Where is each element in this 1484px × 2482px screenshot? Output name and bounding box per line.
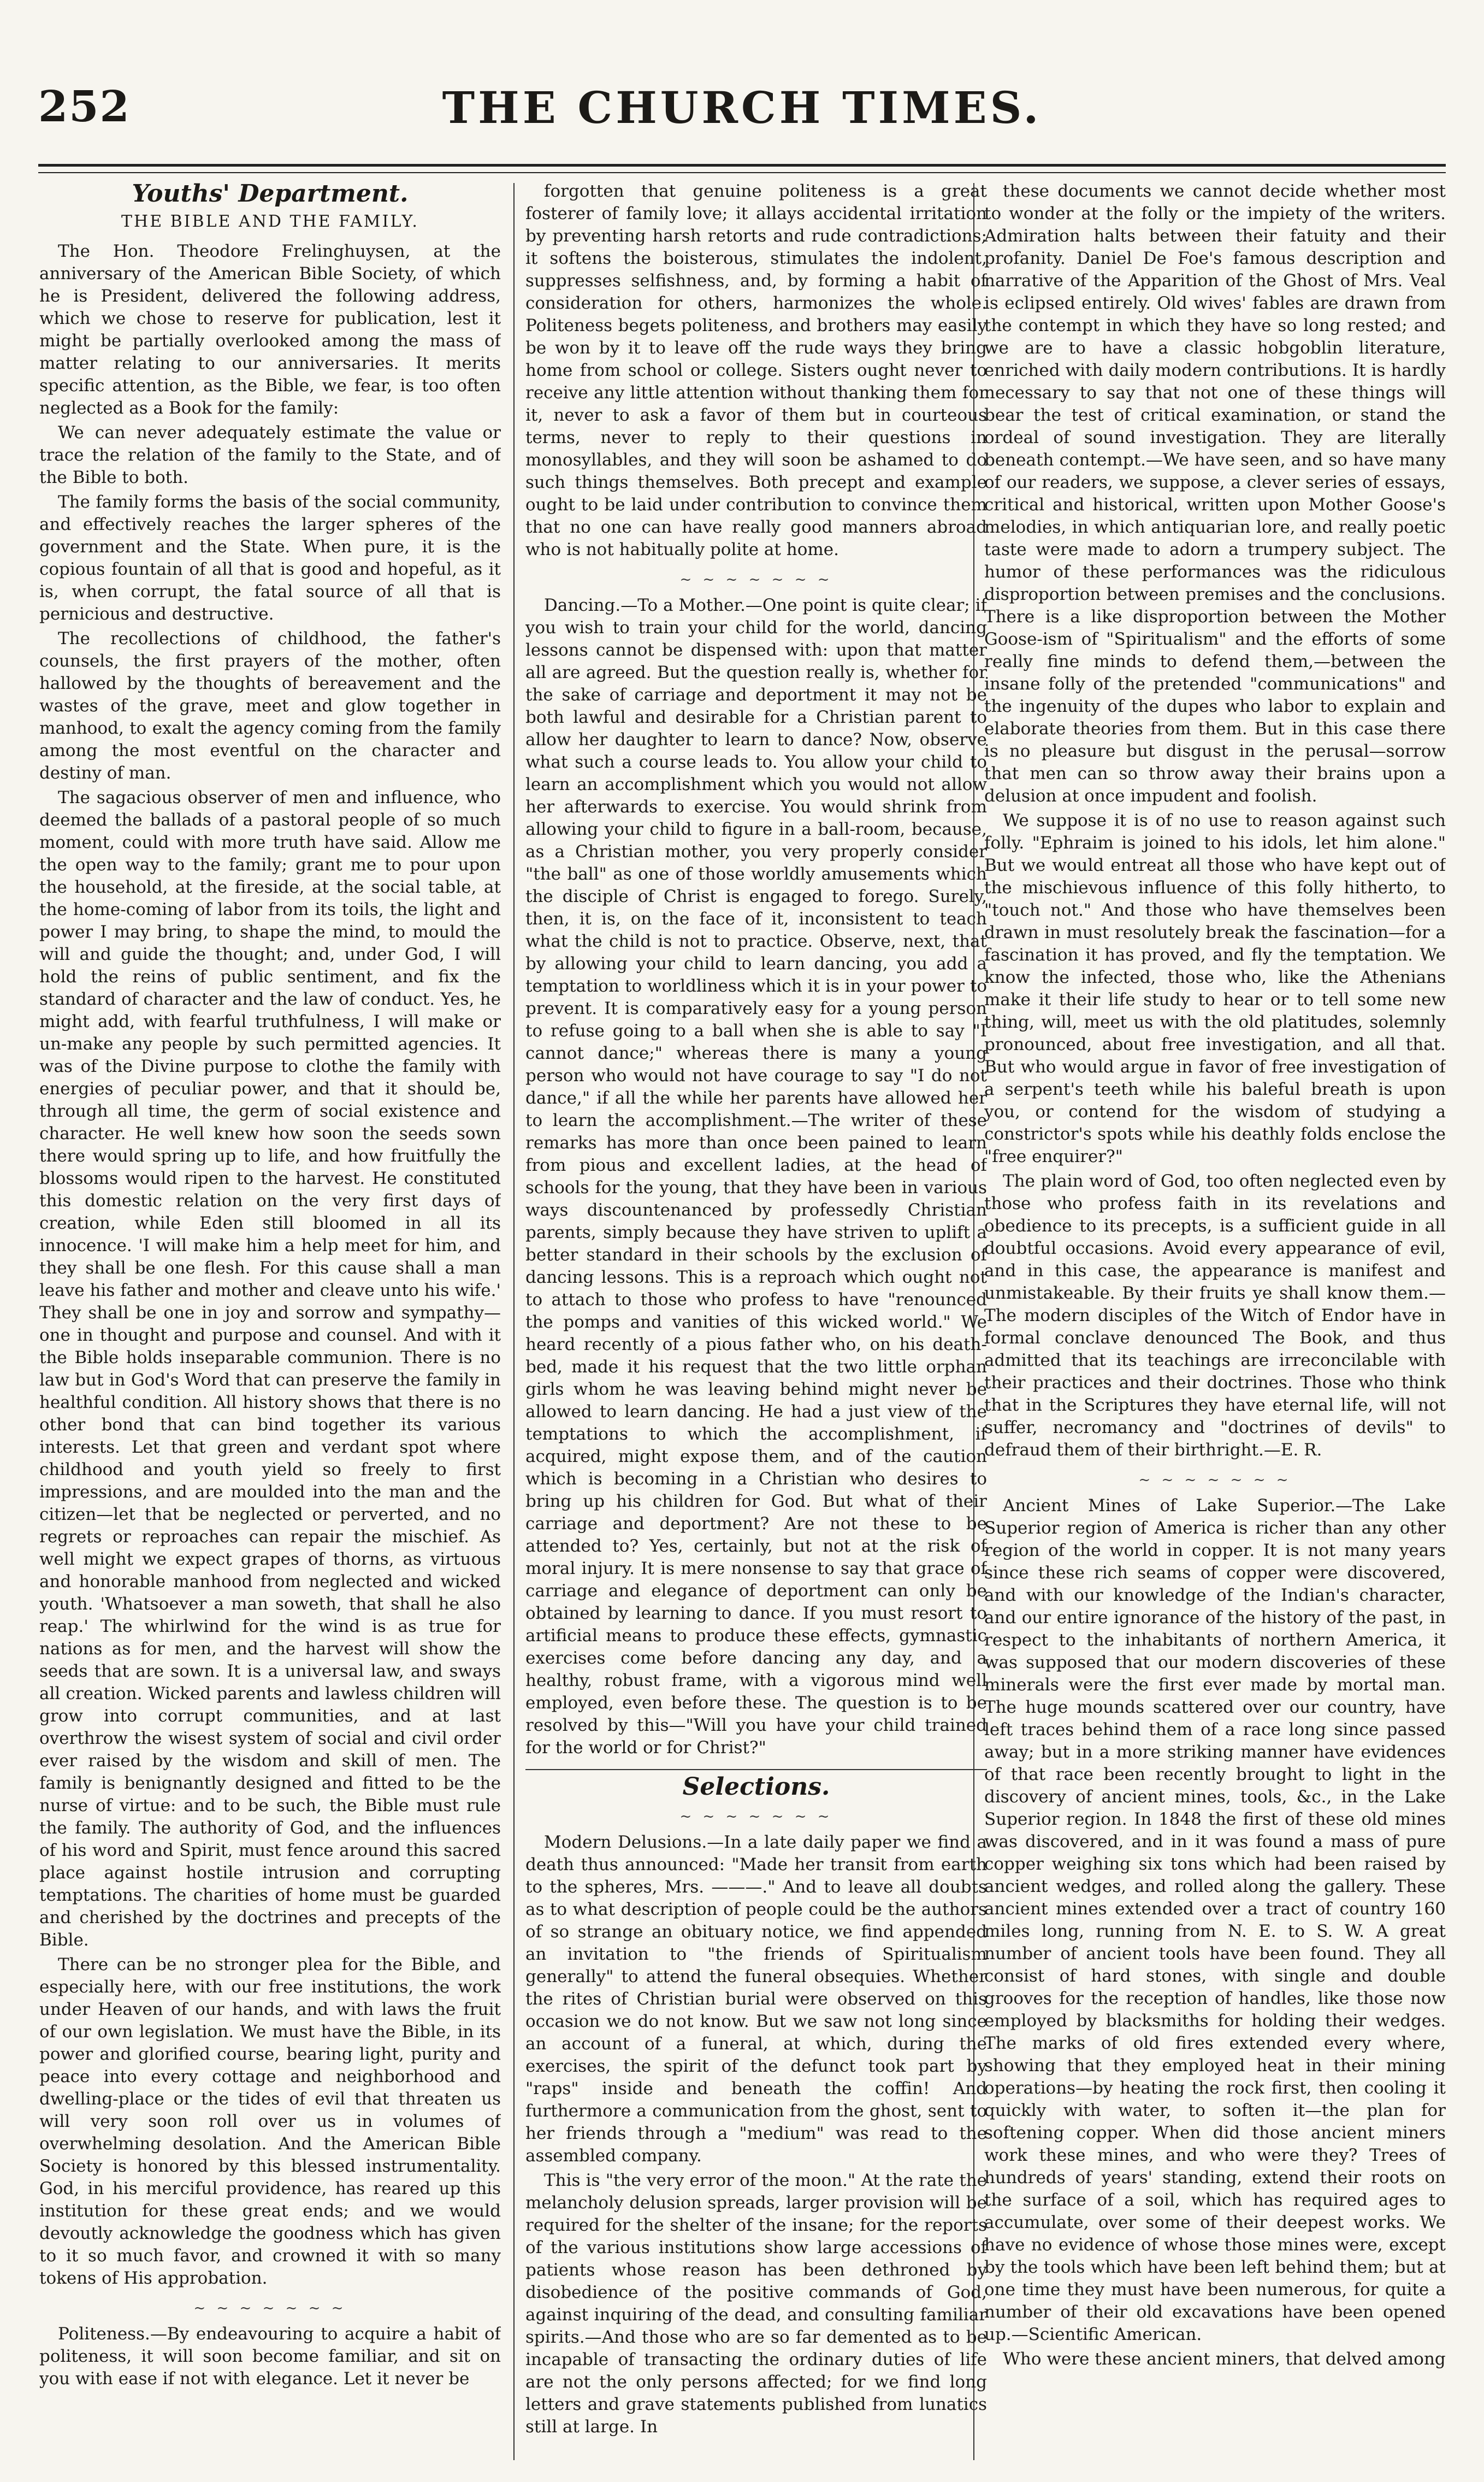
ornamental-divider: ~ ~ ~ ~ ~ ~ ~ [193, 2300, 347, 2316]
article-paragraph: forgotten that genuine politeness is a great fosterer of family love; it allays accidental irritation by preventing harsh retorts and rude contradictions; it softens the boisterous, stimulates the indolent, suppresses selfishness, and, by forming a habit of consideration for others, harmonizes the whole. Politeness begets politeness, and brothers may easily be won by it to leave off the rude ways they bring home from school or college. Sisters ought never to receive any little attention without thanking them for it, never to ask a favor of them but in courteous terms, never to reply to their questions in monosyllables, and they will soon be ashamed to do such things themselves. Both precept and example ought to be laid under contribution to convince them that no one can have really good manners abroad who is not habitually polite at home. [525, 181, 987, 559]
article-paragraph: these documents we cannot decide whether most to wonder at the folly or the impiety of the writers. Admiration halts between their fatuity and their profanity. Daniel De Foe's famous description and narrative of the Apparition of the Ghost of Mrs. Veal is eclipsed entirely. Old wives' fables are drawn from the contempt in which they have so long rested; and we are to have a classic hobgoblin literature, enriched with daily modern contributions. It is hardly necessary to say that not one of these things will bear the test of critical examination, or stand the ordeal of sound investigation. They are literally beneath contempt.—We have seen, and so have many of our readers, we suppose, a clever series of essays, critical and historical, written upon Mother Goose's melodies, in which antiquarian lore, and really poetic taste were made to adorn a trumpery subject. The humor of these performances was the ridiculous disproportion between premises and the conclusions. There is a like disproportion between the Mother Goose-ism of "Spiritualism" and the efforts of some really fine minds to defend them,—between the insane folly of the pretended "communications" and the ingenuity of the dupes who labor to explain and elaborate theories from them. But in this case there is no pleasure but disgust in the perusal—sorrow that men can so throw away their brains upon a delusion at once impudent and foolish. [984, 181, 1446, 806]
column-divider [513, 183, 515, 2460]
section-title-selections: Selections. [682, 1773, 830, 1801]
article-paragraph: Politeness.—By endeavouring to acquire a habit of politeness, it will soon become familiar, and sit on you with ease if not with elegance. Let it never be [39, 2324, 501, 2389]
article-paragraph: We suppose it is of no use to reason against such folly. "Ephraim is joined to his idols, let him alone." But we would entreat all those who have kept out of the mischievous influence of this folly hitherto, to "touch not." And those who have themselves been drawn in must resolutely break the fascination—for a fascination it has proved, and fly the temptation. We know the infected, those who, like the Athenians make it their life study to hear or to tell some new thing, will, meet us with the old platitudes, solemnly pronounced, about free investigation, and all that. But who would argue in favor of free investigation of a serpent's teeth while his baleful breath is upon you, or contend for the wisdom of studying a constrictor's spots while his deathly folds enclose the "free enquirer?" [984, 811, 1446, 1166]
article-subtitle: THE BIBLE AND THE FAMILY. [121, 212, 419, 231]
section-title-youths-department: Youths' Department. [132, 180, 409, 208]
article-paragraph: Dancing.—To a Mother.—One point is quite clear; if you wish to train your child for the world, dancing lessons cannot be dispensed with: upon that matter all are agreed. But the question really is, whether for the sake of carriage and deportment it may not be both lawful and desirable for a Christian parent to allow her daughter to learn to dance? Now, observe what such a course leads to. You allow your child to learn an accomplishment which you would not allow her afterwards to exercise. You would shrink from allowing your child to figure in a ball-room, because, as a Christian mother, you very properly consider "the ball" as one of those worldly amusements which the disciple of Christ is engaged to forego. Surely, then, it is, on the face of it, inconsistent to teach what the child is not to practice. Observe, next, that by allowing your child to learn dancing, you add a temptation to worldliness which it is in your power to prevent. It is comparatively easy for a young person to refuse going to a ball when she is able to say "I cannot dance;" whereas there is many a young person who would not have courage to say "I do not dance," if all the while her parents have allowed her to learn the accomplishment.—The writer of these remarks has more than once been pained to learn from pious and excellent ladies, at the head of schools for the young, that they have been in various ways discountenanced by professedly Christian parents, simply because they have striven to uplift a better standard in their schools by the exclusion of dancing lessons. This is a reproach which ought not to attach to those who profess to have "renounced the pomps and vanities of this wicked world." We heard recently of a pious father who, on his death-bed, made it his request that the two little orphan girls whom he was leaving behind might never be allowed to learn dancing. He had a just view of the temptations to which the accomplishment, if acquired, might expose them, and of the caution which is becoming in a Christian who desires to bring up his children for God. But what of their carriage and deportment? Are not these to be attended to? Yes, certainly, but not at the risk of moral injury. It is mere nonsense to say that grace of carriage and elegance of deportment can only be obtained by learning to dance. If you must resort to artificial means to produce these effects, gymnastic exercises come before dancing any day, and a healthy, robust frame, with a vigorous mind well employed, even before these. The question is to be resolved by this—"Will you have your child trained for the world or for Christ?" [525, 596, 987, 1758]
ornamental-divider: ~ ~ ~ ~ ~ ~ ~ [679, 571, 833, 588]
article-paragraph: Who were these ancient miners, that delved among [1003, 2349, 1446, 2369]
newspaper-title: THE CHURCH TIMES. [442, 82, 1042, 133]
masthead-rule [38, 164, 1446, 173]
article-paragraph: There can be no stronger plea for the Bible, and especially here, with our free institutions, the work under Heaven of our hands, and with laws the fruit of our own legislation. We must have the Bible, in its power and glorified course, bearing light, purity and peace into every cottage and neighborhood and dwelling-place or the tides of evil that threaten us will very soon roll over us in volumes of overwhelming desolation. And the American Bible Society is honored by this blessed instrumentality. God, in his merciful providence, has reared up this institution for these great ends; and we would devoutly acknowledge the goodness which has given to it so much favor, and crowned it with so many tokens of His approbation. [39, 1955, 501, 2288]
article-paragraph: The family forms the basis of the social community, and effectively reaches the larger spheres of the government and the State. When pure, it is the copious fountain of all that is good and hopeful, as it is, when corrupt, the fatal source of all that is pernicious and destructive. [39, 492, 501, 624]
masthead [38, 82, 1446, 164]
section-rule [525, 1769, 987, 1770]
article-paragraph: Modern Delusions.—In a late daily paper we find a death thus announced: "Made her transit from earth to the spheres, Mrs. ———." And to leave all doubts as to what description of people could be the authors of so strange an obituary notice, we find appended an invitation to "the friends of Spiritualism generally" to attend the funeral obsequies. Whether the rites of Christian burial were observed on this occasion we do not know. But we saw not long since an account of a funeral, at which, during the exercises, the spirit of the defunct took part by "raps" inside and beneath the coffin! And furthermore a communication from the ghost, sent to her friends through a "medium" was read to the assembled company. [525, 1832, 987, 2166]
column-2 [525, 180, 987, 2460]
page-number: 252 [38, 82, 131, 132]
column-3 [984, 180, 1446, 2460]
article-paragraph: This is "the very error of the moon." At the rate the melancholy delusion spreads, larger provision will be required for the shelter of the insane; for the reports of the various institutions show large accessions of patients whose reason has been dethroned by disobedience of the positive commands of God, against inquiring of the dead, and consulting familiar spirits.—And those who are so far demented as to be incapable of transacting the ordinary duties of life are not the only persons affected; for we find long letters and grave statements published from lunatics still at large. In [525, 2171, 987, 2437]
article-paragraph: The Hon. Theodore Frelinghuysen, at the anniversary of the American Bible Society, of which he is President, delivered the following address, which we chose to reserve for publication, lest it might be partially overlooked among the mass of matter relating to our anniversaries. It merits specific attention, as the Bible, we fear, is too often neglected as a Book for the family: [39, 241, 501, 418]
article-paragraph: We can never adequately estimate the value or trace the relation of the family to the State, and of the Bible to both. [39, 423, 501, 487]
article-paragraph: The sagacious observer of men and influence, who deemed the ballads of a pastoral people of so much moment, could with more truth have said. Allow me the open way to the family; grant me to pour upon the household, at the fireside, at the social table, at the home-coming of labor from its toils, the light and power I may bring, to shape the mind, to mould the will and guide the thought; and, under God, I will hold the reins of public sentiment, and fix the standard of character and the law of conduct. Yes, he might add, with fearful truthfulness, I will make or un-make any people by such permitted agencies. It was of the Divine purpose to clothe the family with energies of peculiar power, and that it should be, through all time, the germ of social existence and character. He well knew how soon the seeds sown there would spring up to life, and how fruitfully the blossoms would ripen to the harvest. He constituted this domestic relation on the very first days of creation, while Eden still bloomed in all its innocence. 'I will make him a help meet for him, and they shall be one flesh. For this cause shall a man leave his father and mother and cleave unto his wife.' They shall be one in joy and sorrow and sympathy—one in thought and purpose and counsel. And with it the Bible holds inseparable communion. There is no law but in God's Word that can preserve the family in healthful condition. All history shows that there is no other bond that can bind together its various interests. Let that green and verdant spot where childhood and youth yield so freely to first impressions, and are moulded into the man and the citizen—let that be neglected or perverted, and no regrets or reproaches can repair the mischief. As well might we expect grapes of thorns, as virtuous and honorable manhood from neglected and wicked youth. 'Whatsoever a man soweth, that shall he also reap.' The whirlwind for the wind is as true for nations as for men, and the harvest will show the seeds that are sown. It is a universal law, and sways all creation. Wicked parents and lawless children will grow into corrupt communities, and at last overthrow the wisest system of social and civil order ever raised by the wisdom and skill of men. The family is benignantly designed and fitted to be the nurse of virtue: and to be such, the Bible must rule the family. The authority of God, and the influences of his word and Spirit, must fence around this sacred place against hostile intrusion and corrupting temptations. The charities of home must be guarded and cherished by the doctrines and precepts of the Bible. [39, 788, 501, 1950]
column-1 [39, 180, 501, 2460]
ornamental-divider: ~ ~ ~ ~ ~ ~ ~ [679, 1808, 833, 1825]
ornamental-divider: ~ ~ ~ ~ ~ ~ ~ [1138, 1472, 1292, 1488]
article-paragraph: The recollections of childhood, the father's counsels, the first prayers of the mother, often hallowed by the thoughts of bereavement and the wastes of the grave, meet and glow together in manhood, to exalt the agency coming from the family among the most eventful on the character and destiny of man. [39, 629, 501, 783]
article-paragraph: The plain word of God, too often neglected even by those who profess faith in its revelations and obedience to its precepts, is a sufficient guide in all doubtful occasions. Avoid every appearance of evil, and in this case, the appearance is manifest and unmistakeable. By their fruits ye shall know them.—The modern disciples of the Witch of Endor have in formal conclave denounced The Book, and thus admitted that its teachings are irreconcilable with their practices and their doctrines. Those who think that in the Scriptures they have eternal life, will not suffer, necromancy and "doctrines of devils" to defraud them of their birthright.—E. R. [984, 1171, 1446, 1460]
article-paragraph: Ancient Mines of Lake Superior.—The Lake Superior region of America is richer than any other region of the world in copper. It is not many years since these rich seams of copper were discovered, and with our knowledge of the Indian's character, and our entire ignorance of the history of the past, in respect to the inhabitants of northern America, it was supposed that our modern discoveries of these minerals were the first ever made by mortal man. The huge mounds scattered over our country, have left traces behind them of a race long since passed away; but in a more striking manner have evidences of that race been recently brought to light in the discovery of ancient mines, tools, &c., in the Lake Superior region. In 1848 the first of these old mines was discovered, and in it was found a mass of pure copper weighing six tons which had been raised by ancient wedges, and rolled along the gallery. These ancient mines extended over a tract of country 160 miles long, running from N. E. to S. W. A great number of ancient tools have been found. They all consist of hard stones, with single and double grooves for the reception of handles, like those now employed by blacksmiths for holding their wedges. The marks of old fires extended every where, showing that they employed heat in their mining operations—by heating the rock first, then cooling it quickly with water, to soften it—the plan for softening copper. When did those ancient miners work these mines, and who were they? Trees of hundreds of years' standing, extend their roots on the surface of a soil, which has required ages to accumulate, over some of their deepest works. We have no evidence of whose those mines were, except by the tools which have been left behind them; but at one time they must have been numerous, for quite a number of their old excavations have been opened up.—Scientific American. [984, 1496, 1446, 2344]
